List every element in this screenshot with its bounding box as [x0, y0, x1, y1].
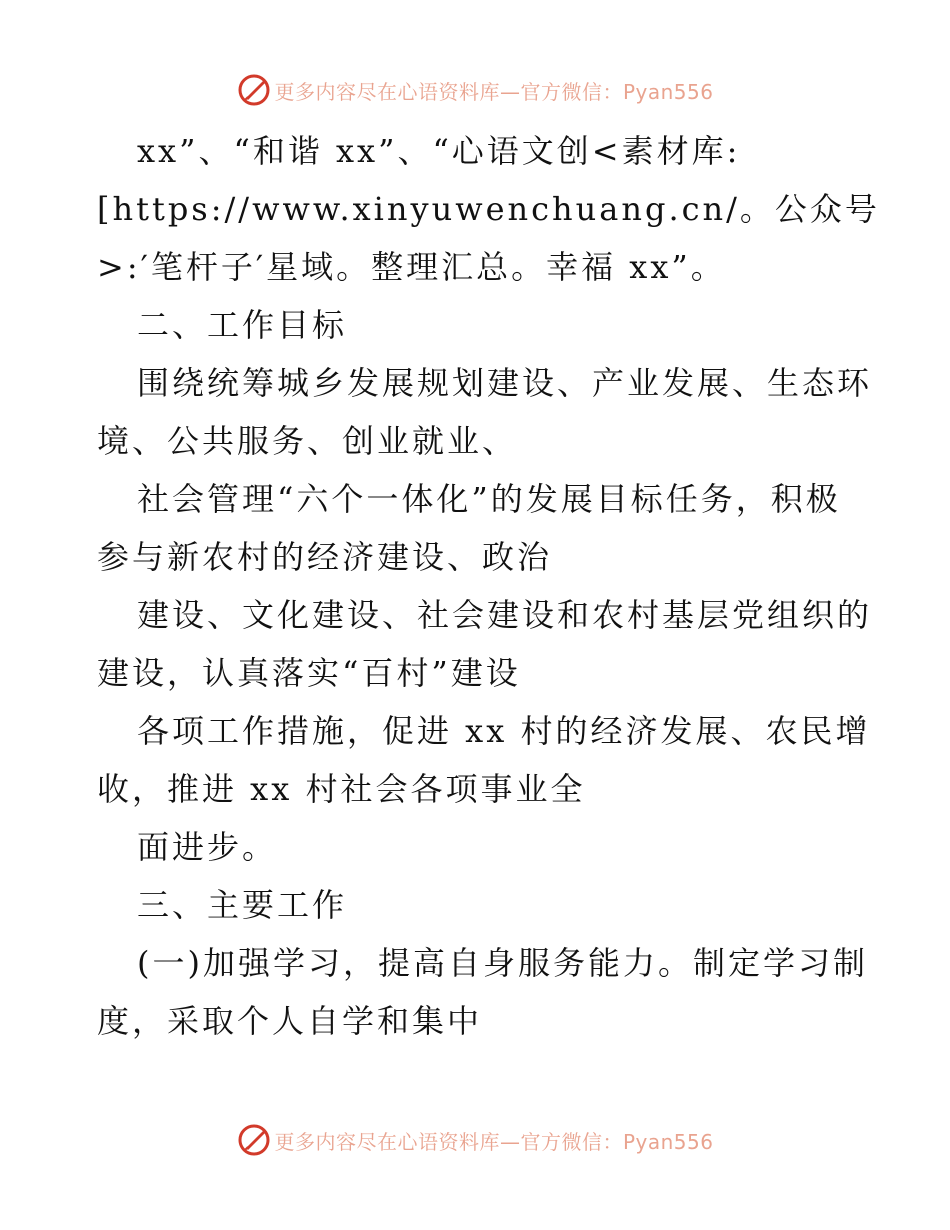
body-line: (一)加强学习，提高自身服务能力。制定学习制: [137, 944, 868, 982]
section-heading-goals: 二、工作目标: [137, 306, 348, 344]
header-banner: [0, 70, 950, 110]
body-line: 建设、文化建设、社会建设和农村基层党组织的: [137, 596, 873, 634]
body-line: 各项工作措施，促进 xx 村的经济发展、农民增: [137, 712, 871, 750]
header-banner-text: 更多内容尽在心语资料库—官方微信：Pyan556: [274, 79, 714, 104]
section-heading-main-work: 三、主要工作: [137, 886, 348, 924]
quill-logo-icon: [236, 72, 272, 108]
body-line: 建设，认真落实“百村”建设: [97, 654, 521, 692]
body-line: 境、公共服务、创业就业、: [97, 422, 518, 460]
body-line: 度，采取个人自学和集中: [97, 1002, 483, 1040]
document-body: [97, 122, 880, 1050]
body-line: 社会管理“六个一体化”的发展目标任务，积极: [137, 480, 841, 518]
body-line: 参与新农村的经济建设、政治: [97, 538, 553, 576]
footer-banner-text: 更多内容尽在心语资料库—官方微信：Pyan556: [274, 1129, 714, 1154]
footer-banner: [0, 1120, 950, 1160]
body-line: [https://www.xinyuwenchuang.cn/。公众号: [97, 190, 880, 228]
body-line: >:′笔杆子′星域。整理汇总。幸福 xx”。: [97, 248, 726, 286]
quill-logo-icon: [236, 1122, 272, 1158]
body-line: 围绕统筹城乡发展规划建设、产业发展、生态环: [137, 364, 873, 402]
body-line: xx”、“和谐 xx”、“心语文创<素材库:: [137, 132, 741, 170]
body-line: 面进步。: [137, 828, 278, 866]
body-line: 收，推进 xx 村社会各项事业全: [97, 770, 586, 808]
